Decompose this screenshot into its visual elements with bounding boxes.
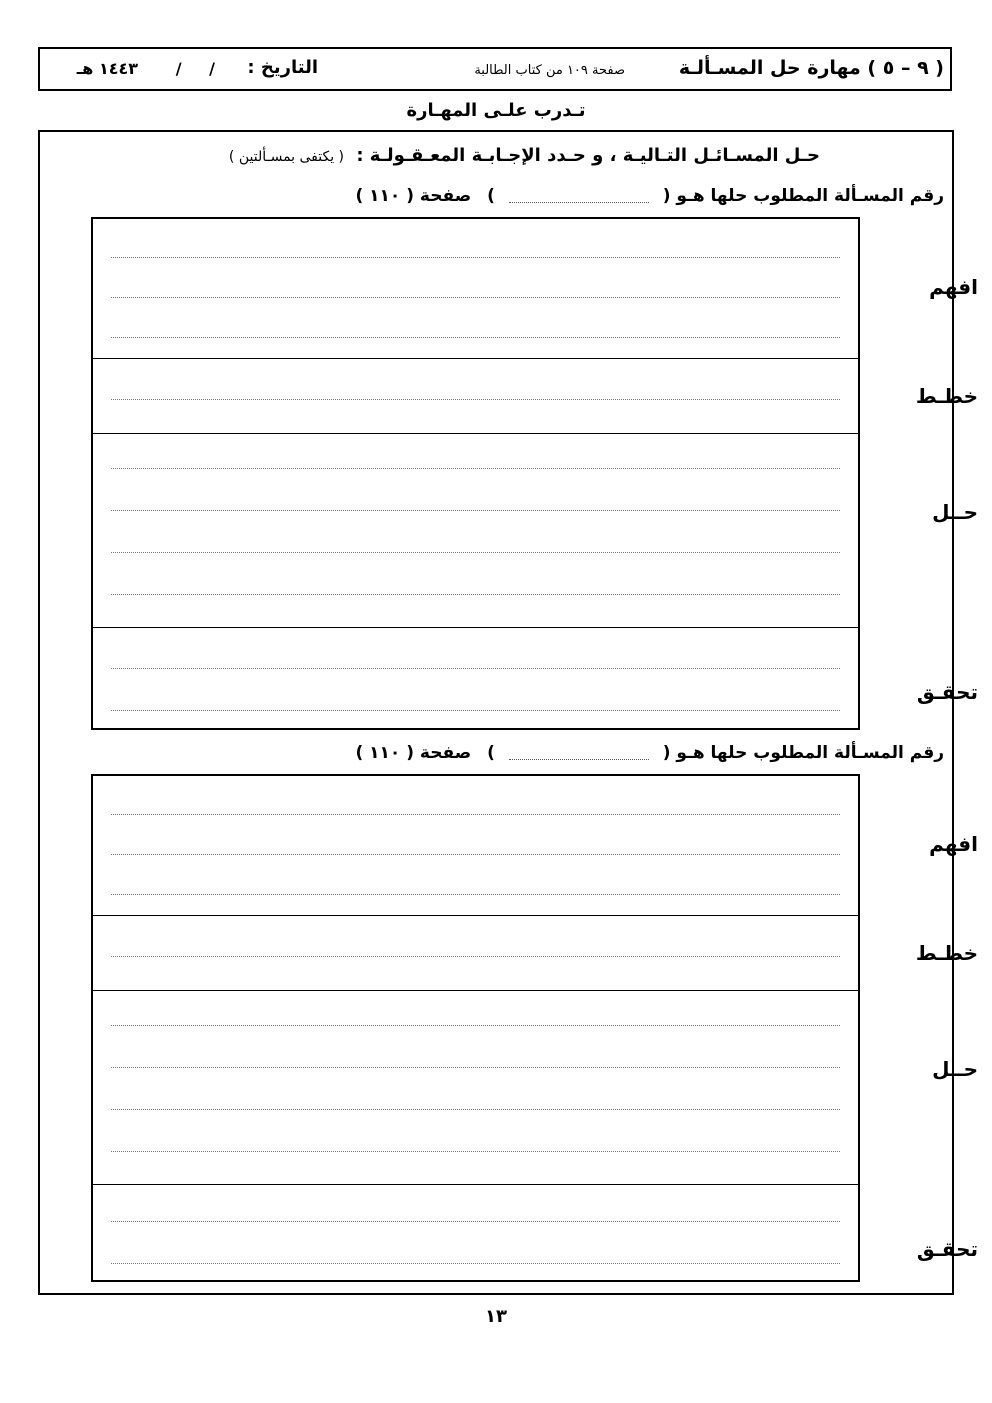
step-label-understand: افهم <box>929 832 978 856</box>
lesson-title: ( ٩ – ٥ ) مهارة حل المسـألـة <box>678 57 944 79</box>
date-field[interactable]: / / <box>175 59 215 78</box>
close-paren: ) <box>487 743 495 763</box>
problem-number-line-2 <box>355 743 944 763</box>
steps-box-2 <box>91 774 860 1282</box>
hijri-year: ١٤٤٣ هـ <box>76 59 138 78</box>
understand-area[interactable] <box>93 219 858 359</box>
check-area[interactable] <box>93 1185 858 1284</box>
problem-prompt: رقم المسـألة المطلوب حلها هـو ( <box>662 186 944 206</box>
step-label-check: تحقـق <box>916 1237 978 1261</box>
step-label-solve: حــل <box>932 1057 978 1081</box>
page-number: ١٣ <box>485 1306 507 1327</box>
plan-area[interactable] <box>93 916 858 991</box>
step-label-solve: حــل <box>932 500 978 524</box>
problem-page: صفحة ( ١١٠ ) <box>355 743 472 763</box>
problem-prompt: رقم المسـألة المطلوب حلها هـو ( <box>662 743 944 763</box>
close-paren: ) <box>487 186 495 206</box>
textbook-page-reference: صفحة ١٠٩ من كتاب الطالبة <box>474 63 625 78</box>
step-label-check: تحقـق <box>916 680 978 704</box>
step-label-plan: خطـط <box>915 941 978 965</box>
instruction-text: حـل المسـائـل التـاليـة ، و حـدد الإجـابـة المعـقـولـة : <box>356 145 820 166</box>
problem-number-blank[interactable] <box>509 190 649 203</box>
understand-area[interactable] <box>93 776 858 916</box>
check-area[interactable] <box>93 628 858 732</box>
instruction-note: ( يكتفى بمسـألتين ) <box>228 149 345 165</box>
instruction <box>229 145 820 166</box>
header-bar <box>38 47 952 91</box>
problem-number-blank[interactable] <box>509 747 649 760</box>
steps-box-1 <box>91 217 860 730</box>
section-title: تـدرب علـى المهـارة <box>406 100 586 121</box>
plan-area[interactable] <box>93 359 858 434</box>
step-label-plan: خطـط <box>915 384 978 408</box>
date-label: التاريخ : <box>247 57 318 78</box>
solve-area[interactable] <box>93 434 858 628</box>
solve-area[interactable] <box>93 991 858 1185</box>
problem-number-line-1 <box>355 186 944 206</box>
problem-page: صفحة ( ١١٠ ) <box>355 186 472 206</box>
step-label-understand: افهم <box>929 275 978 299</box>
